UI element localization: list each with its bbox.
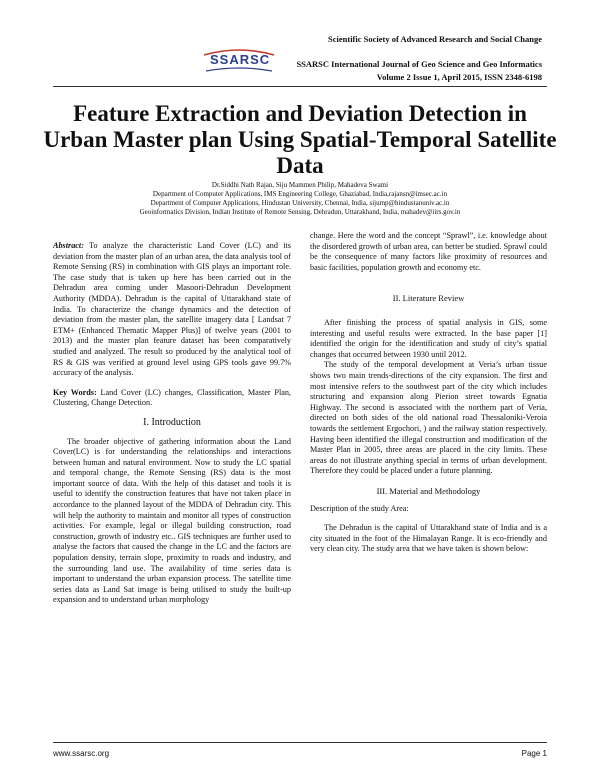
abstract-text: To analyze the characteristic Land Cover (LC) and its deviation from the master plan of an urban area, the data analysis tool of Remote Sensing (RS) in combination with GIS plays an important role. The case study that is taken up here has been carried out in the Dehradun area coming under Masoori-Dehradun Development Authority (MDDA). Dehradun is the capital of Uttarakhand state of India. To characterize the change dynamics and the detection of deviation from the master plan, the satellite imagery data [ Landsat 7 ETM+ (Enhanced Thematic Mapper Plus)] of twelve years (2001 to 2013) and the master plan feature dataset has been comparatively studied and analyzed. The result so produced by the analytical tool of RS & GIS was verified at ground level using GPS tools gave 99.7% accuracy of the analysis. [53, 241, 291, 378]
affiliation-2: Department of Computer Applications, Hindustan University, Chennai, India, sijump@hindustanuniv.ac.in [150, 199, 450, 207]
affiliation-1: Department of Computer Applications, IMS Engineering College, Ghaziabad, India,rajansn@imsec.ac.in [152, 190, 448, 198]
header-divider [53, 86, 547, 87]
paper-title: Feature Extraction and Deviation Detection in Urban Master plan Using Spatial-Temporal Satellite Data [43, 101, 557, 178]
intro-paragraph: The broader objective of gathering information about the Land Cover(LC) is for understanding the relationships and interactions between human and natural environment. Now to study the LC spatial and temporal change, the Remote Sensing (RS) data is the most important source of data. With the help of this dataset and tools it is useful to identify the construction features that have not taken place in accordance to the planned layout of the MDDA of Dehradun city. This will help the authority to maintain and monitor all types of construction activities. For example, legal or illegal building construction, road construction, growth of industry etc.. GIS techniques are further used to analyse the factors that caused the change in the LC and the factors are population density, terrain slope, proximity to roads and industry, and the surrounding land use. The availability of time series data is important to understand the urban expansion process. The satellite time series data as Land Sat image is being utilised to study the built-up expansion and to understand urban morphology [53, 436, 291, 605]
logo-text: SSARSC [210, 52, 271, 67]
keywords-text: Land Cover (LC) changes, Classification, Master Plan, Clustering, Change Detection. [53, 387, 292, 408]
footer-page-number: Page 1 [521, 749, 547, 758]
intro-heading: I. Introduction [143, 416, 201, 428]
keywords-label: Key Words: [53, 387, 97, 397]
society-name: Scientific Society of Advanced Research and Social Change [328, 34, 542, 44]
abstract-label: Abstract: [53, 241, 84, 250]
intro-continuation: change. Here the word and the concept “Sprawl”, i.e. knowledge about the disordered growth of urban area, can better be studied. Sprawl could be the consequence of many factors like proximity of resources and basic facilities, population growth and economy etc. [310, 231, 547, 272]
abstract [53, 241, 291, 379]
right-column [310, 231, 547, 555]
lit-heading: II. Literature Review [392, 293, 465, 304]
study-area-paragraph: The Dehradun is the capital of Uttarakhand state of India and is a city situated in the foot of the Himalayan Range. It is eco-friendly and very clean city. The study area that we have taken is shown below: [310, 523, 547, 554]
footer-divider [53, 742, 547, 743]
study-area-label: Description of the study Area: [310, 504, 409, 514]
footer-website: www.ssarsc.org [53, 749, 110, 758]
author-block [60, 181, 540, 217]
method-heading: III. Material and Methodology [376, 485, 481, 496]
ssarsc-logo [200, 49, 278, 73]
affiliation-3: Geoinformatics Division, Indian Institute of Remote Sensing, Dehradun, Uttarakhand, India, mahadev@iirs.gov.in [139, 208, 461, 216]
journal-name: SSARSC International Journal of Geo Science and Geo Informatics [296, 59, 542, 69]
journal-volume: Volume 2 Issue 1, April 2015, ISSN 2348-6198 [376, 72, 542, 82]
lit-paragraph-2: The study of the temporal development at Veria’s urban tissue shows two main trends-directions of the city expansion. The first and most intensive refers to the southwest part of the city which includes structuring and expansion along Pierion street towards Egnatia Highway. The second is associated with the northern part of Veria, directed on both sides of the old national road Thessaloniki-Veroia towards the settlement Ergochori, ) and the railway station respectively. Having been identified the illegal construction and modification of the Master Plan in 2005, three areas are placed in the city limits. These areas do not illustrate anything special in terms of urban development. Therefore they could be placed under a future planning. [310, 360, 547, 476]
left-column [53, 241, 291, 606]
lit-paragraph-1: After finishing the process of spatial analysis in GIS, some interesting and useful results were extracted. In the base paper [1] identified the origin for the identification and study of city’s spatial changes that occurred between 1930 until 2012. [310, 317, 547, 359]
author-names: Dr.Siddhi Nath Rajan, Siju Mammen Philip, Mahadeva Swami [211, 181, 389, 189]
keywords [53, 388, 291, 409]
